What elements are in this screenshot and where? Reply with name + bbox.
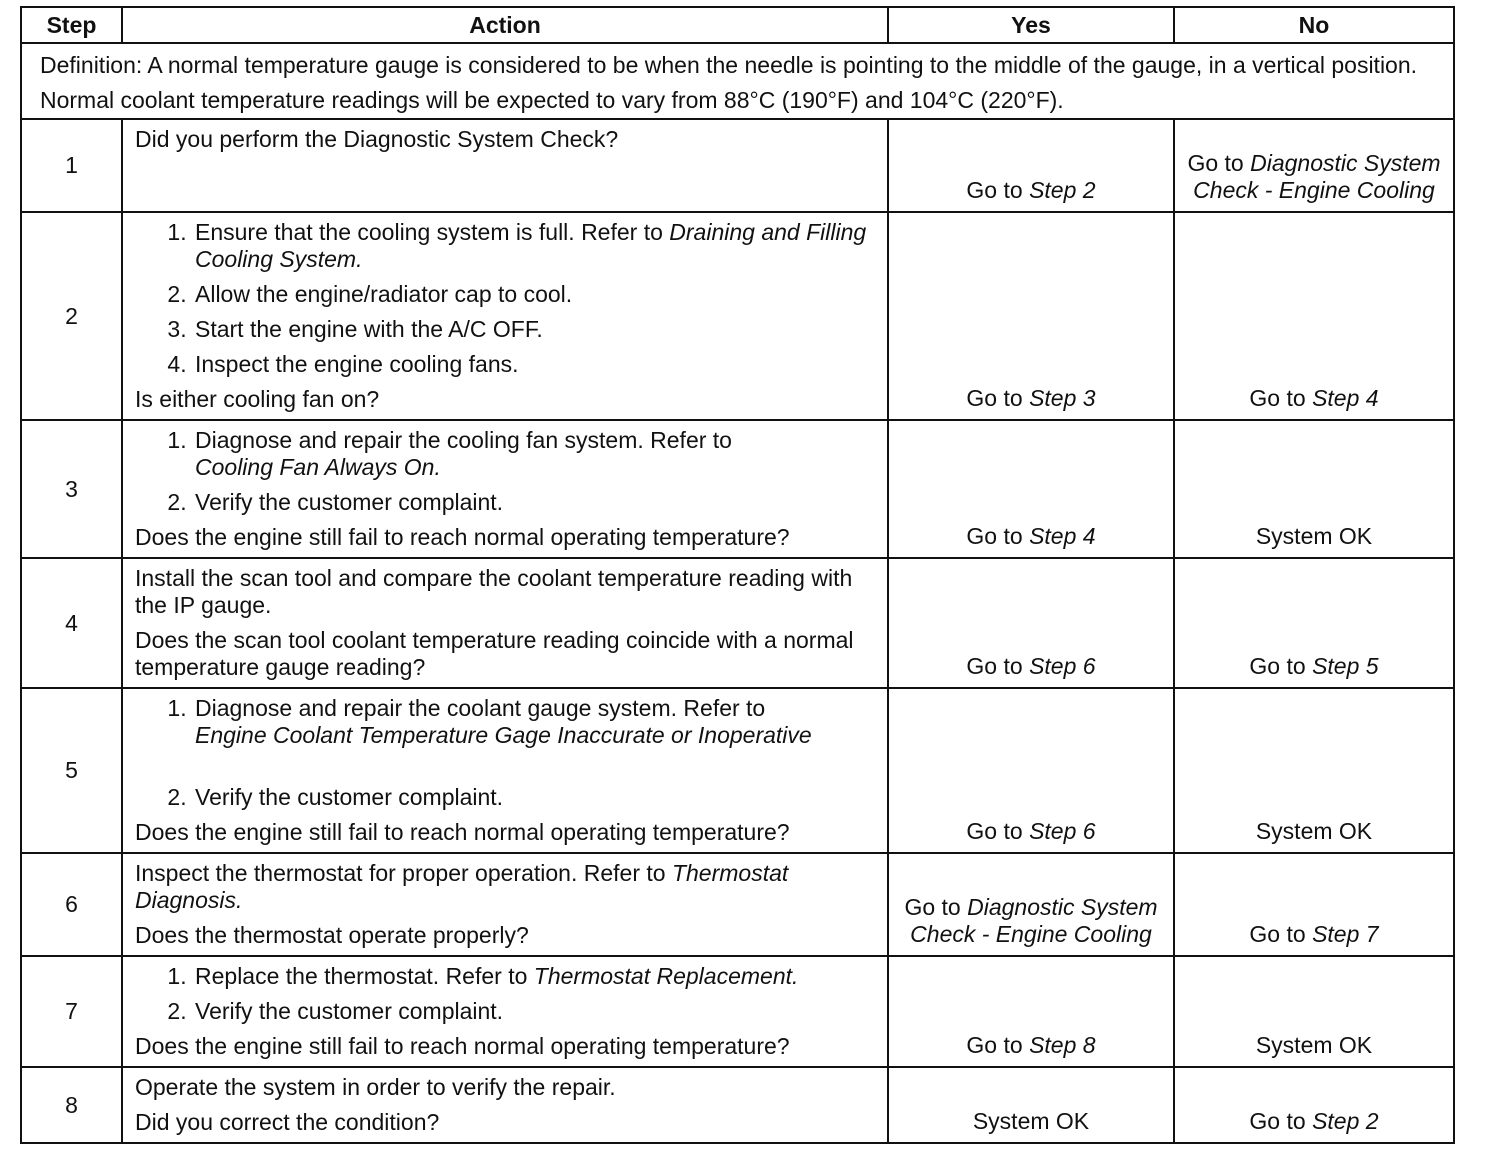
action-cell: [122, 558, 888, 688]
list-item: [193, 998, 877, 1025]
step-number: 1: [21, 119, 122, 212]
item-text: Ensure that the cooling system is full. Refer to: [195, 219, 670, 245]
question-text: Does the scan tool coolant temperature reading coincide with a normal temperature gauge reading?: [135, 627, 854, 680]
list-item: [193, 695, 877, 749]
yes-prefix: Go to: [904, 894, 968, 920]
step-number: 8: [21, 1067, 122, 1143]
item-text: Allow the engine/radiator cap to cool.: [195, 281, 573, 307]
step-number: 7: [21, 956, 122, 1067]
table-row: [21, 558, 1454, 688]
no-cell: System OK: [1174, 420, 1454, 558]
item-text: Verify the customer complaint.: [195, 998, 504, 1024]
item-ref-link[interactable]: Draining and Filling Cooling System.: [195, 219, 867, 272]
instruction-text: [135, 860, 877, 914]
item-text: Diagnose and repair the cooling fan system. Refer to: [195, 427, 732, 453]
no-prefix: Go to: [1249, 653, 1313, 679]
instruction-list: [135, 963, 877, 1025]
yes-prefix: Go to: [966, 523, 1030, 549]
no-cell: System OK: [1174, 956, 1454, 1067]
question-text: Does the thermostat operate properly?: [135, 922, 529, 948]
table-row: [21, 420, 1454, 558]
yes-link[interactable]: Step 6: [1029, 653, 1096, 679]
yes-cell: [888, 956, 1174, 1067]
instruction-ref-link[interactable]: Thermostat Diagnosis.: [135, 860, 789, 913]
table-row: [21, 853, 1454, 956]
no-cell: [1174, 853, 1454, 956]
table-row: [21, 212, 1454, 420]
yes-link[interactable]: Step 6: [1029, 818, 1096, 844]
question-text: Did you perform the Diagnostic System Check?: [135, 126, 619, 152]
item-ref-link[interactable]: Engine Coolant Temperature Gage Inaccurate or Inoperative: [195, 722, 812, 748]
question-text: Does the engine still fail to reach normal operating temperature?: [135, 819, 790, 845]
yes-cell: [888, 853, 1174, 956]
instruction-list: [135, 219, 877, 378]
step-number: 3: [21, 420, 122, 558]
action-cell: [122, 119, 888, 212]
yes-cell: [888, 212, 1174, 420]
action-cell: [122, 212, 888, 420]
yes-link[interactable]: Step 2: [1029, 177, 1096, 203]
step-number: 2: [21, 212, 122, 420]
no-link[interactable]: Step 4: [1312, 385, 1379, 411]
header-no: No: [1174, 7, 1454, 43]
no-link[interactable]: Diagnostic System Check - Engine Cooling: [1193, 150, 1441, 203]
no-cell: [1174, 119, 1454, 212]
definition-row: [21, 43, 1454, 119]
item-ref-link[interactable]: Thermostat Replacement.: [533, 963, 799, 989]
list-item: [193, 316, 877, 343]
header-yes: Yes: [888, 7, 1174, 43]
list-item: [193, 963, 877, 990]
no-prefix: Go to: [1187, 150, 1251, 176]
item-text: Replace the thermostat. Refer to: [195, 963, 534, 989]
question-text: Did you correct the condition?: [135, 1109, 440, 1135]
no-link[interactable]: Step 2: [1312, 1108, 1379, 1134]
action-cell: [122, 420, 888, 558]
no-link[interactable]: Step 5: [1312, 653, 1379, 679]
question-text: Is either cooling fan on?: [135, 386, 380, 412]
list-item: [193, 784, 877, 811]
no-cell: [1174, 1067, 1454, 1143]
step-number: 5: [21, 688, 122, 853]
yes-link[interactable]: Step 3: [1029, 385, 1096, 411]
yes-prefix: Go to: [966, 818, 1030, 844]
normal-range-text: Normal coolant temperature readings will be expected to vary from 88°C (190°F) and 104°C (220°F).: [40, 87, 1064, 113]
item-ref-link[interactable]: Cooling Fan Always On.: [195, 454, 441, 480]
table-row: [21, 956, 1454, 1067]
list-item: [193, 489, 877, 516]
instruction-text: Install the scan tool and compare the coolant temperature reading with the IP gauge.: [135, 565, 853, 618]
item-text: Verify the customer complaint.: [195, 489, 504, 515]
yes-cell: [888, 420, 1174, 558]
diagnostic-table: [20, 6, 1455, 1144]
action-cell: [122, 853, 888, 956]
list-item: [193, 427, 877, 481]
no-prefix: Go to: [1249, 1108, 1313, 1134]
yes-cell: [888, 119, 1174, 212]
no-prefix: Go to: [1249, 385, 1313, 411]
no-cell: [1174, 558, 1454, 688]
yes-link[interactable]: Step 4: [1029, 523, 1096, 549]
header-row: [21, 7, 1454, 43]
step-number: 4: [21, 558, 122, 688]
table-row: [21, 1067, 1454, 1143]
instruction-list: [135, 427, 877, 516]
instruction-lead: Inspect the thermostat for proper operation. Refer to: [135, 860, 672, 886]
instruction-list: [135, 695, 877, 811]
instruction-text: Operate the system in order to verify the repair.: [135, 1074, 616, 1100]
yes-link[interactable]: Step 8: [1029, 1032, 1096, 1058]
question-text: Does the engine still fail to reach normal operating temperature?: [135, 1033, 790, 1059]
definition-text: Definition: A normal temperature gauge is considered to be when the needle is pointing to the middle of the gauge, in a vertical position.: [40, 52, 1418, 78]
yes-prefix: Go to: [966, 385, 1030, 411]
no-cell: [1174, 212, 1454, 420]
table-row: [21, 119, 1454, 212]
item-text: Start the engine with the A/C OFF.: [195, 316, 543, 342]
step-number: 6: [21, 853, 122, 956]
list-item: [193, 219, 877, 273]
no-cell: System OK: [1174, 688, 1454, 853]
yes-cell: [888, 688, 1174, 853]
item-text: Diagnose and repair the coolant gauge system. Refer to: [195, 695, 766, 721]
action-cell: [122, 1067, 888, 1143]
list-item: [193, 281, 877, 308]
yes-prefix: Go to: [966, 1032, 1030, 1058]
no-prefix: Go to: [1249, 921, 1313, 947]
yes-prefix: Go to: [966, 653, 1030, 679]
action-cell: [122, 956, 888, 1067]
yes-cell: [888, 558, 1174, 688]
definition-cell: [21, 43, 1454, 119]
action-cell: [122, 688, 888, 853]
no-link[interactable]: Step 7: [1312, 921, 1379, 947]
yes-link[interactable]: Diagnostic System Check - Engine Cooling: [910, 894, 1158, 947]
yes-cell: System OK: [888, 1067, 1174, 1143]
list-item: [193, 351, 877, 378]
yes-prefix: Go to: [966, 177, 1030, 203]
item-text: Verify the customer complaint.: [195, 784, 504, 810]
table-row: [21, 688, 1454, 853]
header-step: Step: [21, 7, 122, 43]
item-text: Inspect the engine cooling fans.: [195, 351, 519, 377]
header-action: Action: [122, 7, 888, 43]
question-text: Does the engine still fail to reach normal operating temperature?: [135, 524, 790, 550]
